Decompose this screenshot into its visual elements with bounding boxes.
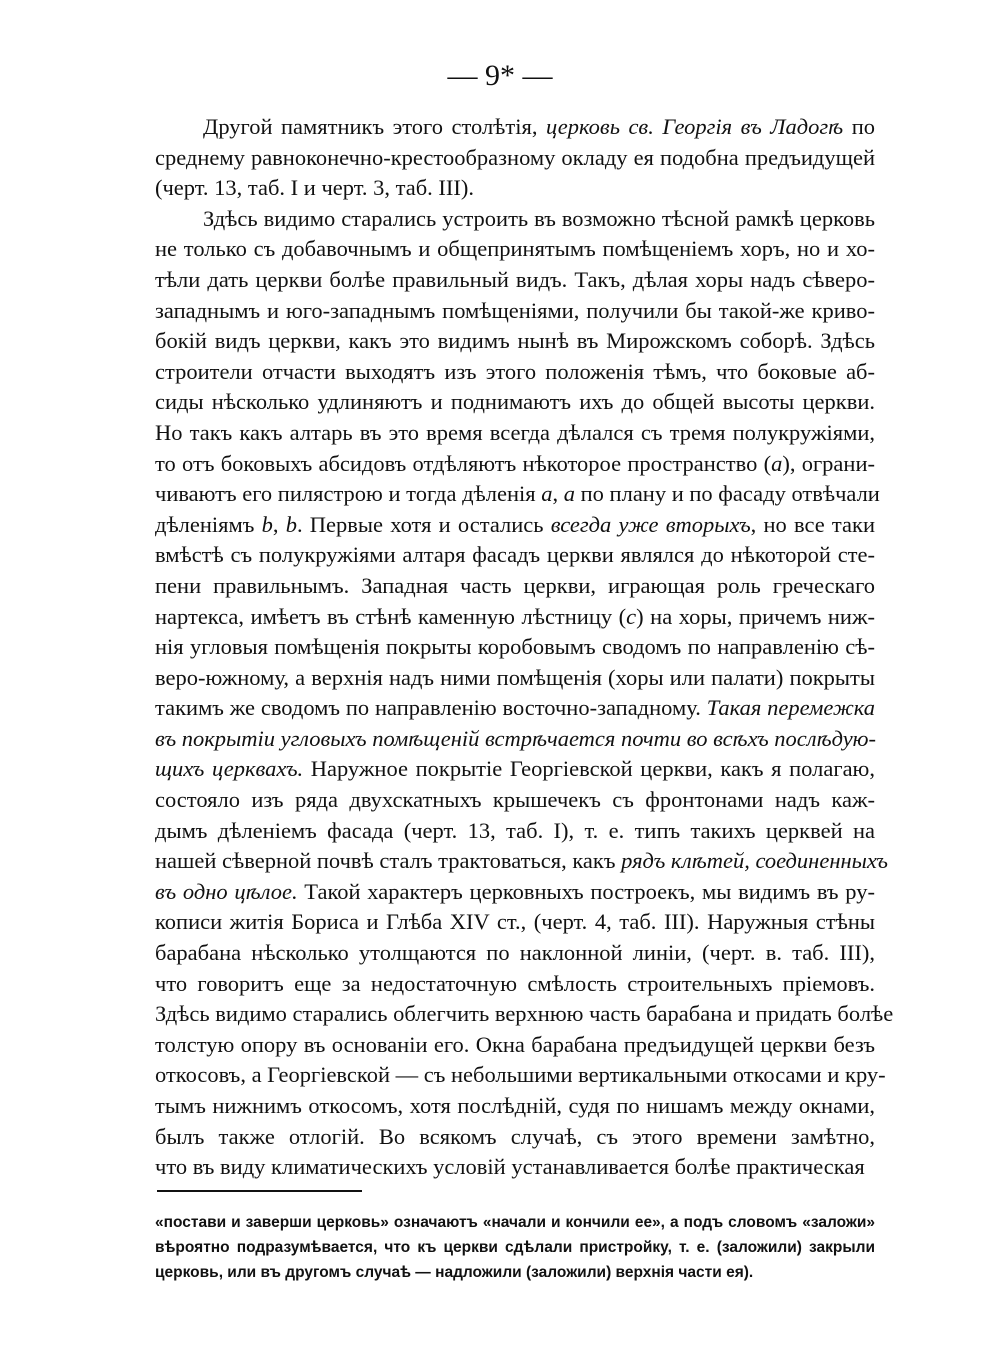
page-number: — 9* — [447,59,553,92]
text-run: Наружное покрытіе Георгіевской церкви, какъ я полагаю, [303,756,875,782]
text-run: западнымъ и юго-западнымъ помѣщеніями, получили бы такой-же криво- [155,297,875,323]
italic-run: b [261,511,273,537]
text-line [155,1122,875,1153]
text-run: тѣли дать церкви болѣе правильный видъ. Такъ, дѣлая хоры надъ сѣверо- [155,266,875,292]
text-line [155,418,875,449]
text-run: кописи житія Бориса и Глѣба XIV ст., (черт. 4, таб. III). Наружныя стѣны [155,909,875,935]
text-run: ) на хоры, причемъ ниж- [636,603,875,629]
italic-run: въ одно цѣлое. [155,878,298,904]
text-run: тымъ нижнимъ откосомъ, хотя послѣдній, судя по нишамъ между окнами, [155,1093,875,1118]
text-run: пени правильнымъ. Западная часть церкви, играющая роль греческаго [155,572,875,598]
text-run: , [272,511,286,537]
text-run: дѣленіямъ [155,511,262,537]
text-line [155,663,875,694]
text-run: барабана нѣсколько утолщаются по наклонной линіи, (черт. в. таб. III), [155,940,875,966]
text-run: среднему равноконечно-крестообразному окладу ея подобна предъидущей [155,144,875,170]
italic-run: рядъ клѣтей, соединенныхъ [621,848,888,874]
text-line [155,296,875,327]
text-run: дымъ дѣленіемъ фасада (черт. 13, таб. I), т. е. типъ такихъ церквей на [155,817,875,843]
text-run: состояло изъ ряда двухскатныхъ крышечекъ съ фронтонами надъ каж- [155,787,875,813]
italic-run: всегда уже вторыхъ [550,511,751,537]
text-line [155,969,875,1000]
text-run: нія угловыя помѣщенія покрыты коробовымъ сводомъ по направленію сѣ- [155,634,875,660]
text-line [155,846,888,877]
text-line [155,999,894,1030]
italic-run: въ покрытіи угловыхъ помѣщеній встрѣчается почти во всѣхъ послѣдую- [155,725,877,751]
text-run: веро-южному, а верхнія надъ ними помѣщенія (хоры или палати) покрыты [155,664,875,690]
text-run: Но такъ какъ алтарь въ это время всегда дѣлался съ тремя полукружіями, [155,419,875,445]
text-line [155,816,875,847]
text-line [155,693,875,724]
text-line [155,754,875,785]
text-line [155,1060,886,1091]
italic-run: церковь св. Георгія въ Ладогѣ [545,114,844,139]
text-run: не только съ добавочнымъ и общепринятымъ помѣщеніемъ хоръ, но и хо- [155,236,875,262]
text-run: строители отчасти выходятъ изъ этого положенія тѣмъ, что боковые аб- [155,358,875,384]
text-run: по [843,114,875,139]
text-run: что въ виду климатическихъ условій устанавливается болѣе практическая [155,1154,865,1180]
text-line [155,1152,875,1183]
text-line [155,1030,875,1061]
text-line [155,785,875,816]
text-run: толстую опору въ основаніи его. Окна барабана предъидущей церкви безъ [155,1031,875,1057]
text-run: что говоритъ еще за недостаточную смѣлость строительныхъ пріемовъ. [155,970,875,996]
footnote-line: церковь, или въ другомъ случаѣ — надложили (заложили) верхнія части ея). [155,1264,754,1281]
text-run: . Первые хотя и остались [296,511,551,537]
text-run: (черт. 13, таб. I и черт. 3, таб. III). [155,175,474,201]
text-run: Такой характеръ церковныхъ построекъ, мы видимъ въ ру- [297,878,875,904]
footnote-line: «постави и заверши церковь» означаютъ «начали и кончили ее», а подъ словомъ «заложи» [155,1214,875,1231]
text-run: чиваютъ его пилястрою и тогда дѣленія [155,481,542,507]
italic-run: b [285,511,297,537]
text-run: Здѣсь видимо старались облегчить верхнюю часть барабана и придать болѣе [155,1001,894,1027]
text-run: по плану и по фасаду отвѣчали [575,481,880,507]
text-run: ), ограни- [782,450,875,476]
text-line [155,907,875,938]
body-text [155,112,894,1183]
text-line [155,326,875,357]
text-line [155,602,875,633]
text-line [155,632,875,663]
text-run: такимъ же сводомъ по направленію восточно-западному. [155,695,707,721]
italic-run: а [541,481,553,507]
footnote-line: вѣроятно подразумѣвается, что къ церкви сдѣлали пристройку, т. е. (заложили) закрыли [155,1239,875,1256]
text-line [155,510,875,541]
footnote [155,1210,875,1285]
text-line [155,724,875,755]
text-run: нартекса, имѣетъ въ стѣнѣ каменную лѣстницу ( [155,603,627,629]
text-line [155,112,875,143]
text-run: нашей сѣверной почвѣ сталъ трактоваться, какъ [155,848,622,874]
italic-run: Такая перемежка [706,695,875,721]
text-line [155,204,875,235]
text-run: сиды нѣсколько удлиняютъ и поднимаютъ ихъ до общей высоты церкви. [155,389,875,415]
paragraph [155,112,875,204]
text-line [155,234,875,265]
text-line [155,1091,875,1122]
text-line [155,449,875,480]
text-run: вмѣстѣ съ полукружіями алтаря фасадъ церкви являлся до нѣкоторой сте- [155,542,875,568]
text-run: Здѣсь видимо старались устроить въ возможно тѣсной рамкѣ церковь [203,205,875,231]
footnote-divider [157,1190,362,1192]
text-run: , [552,481,564,507]
text-line [155,571,875,602]
text-run: то отъ боковыхъ абсидовъ отдѣляютъ нѣкоторое пространство ( [155,450,772,476]
text-run: , но все таки [750,511,875,537]
text-run: Другой памятникъ этого столѣтія, [203,114,546,139]
text-line [155,479,880,510]
text-line [155,265,875,296]
text-run: откосовъ, а Георгіевской — съ небольшими вертикальными откосами и кру- [155,1062,886,1088]
text-line [155,540,875,571]
italic-run: щихъ церквахъ. [155,756,304,782]
italic-run: а [771,450,783,476]
italic-run: а [563,481,576,507]
text-line [155,357,875,388]
text-run: бокій видъ церкви, какъ это видимъ нынѣ въ Мирожскомъ соборѣ. Здѣсь [155,328,875,354]
text-line [155,143,875,174]
text-run: былъ также отлогій. Во всякомъ случаѣ, съ этого времени замѣтно, [155,1123,875,1149]
text-line [155,877,875,908]
text-line [155,173,875,204]
text-line [155,387,875,418]
italic-run: с [626,603,637,629]
paragraph [155,204,894,1183]
text-line [155,938,875,969]
